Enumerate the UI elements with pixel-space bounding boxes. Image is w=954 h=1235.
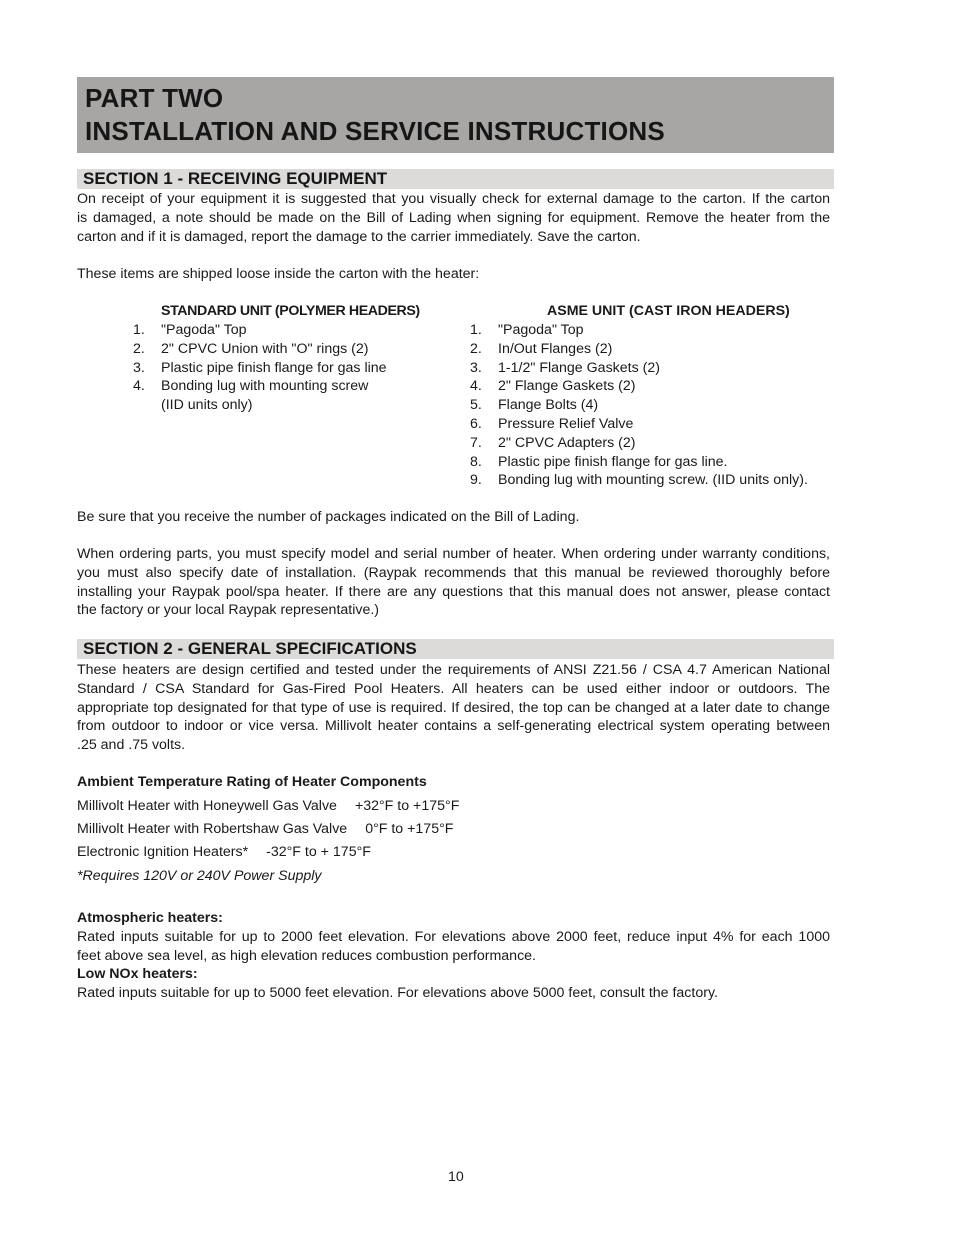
- text-line: you must also specify date of installation. (Raypak recommends that this manual be reviewed thoroughly before: [77, 564, 830, 581]
- text-line: is damaged, a note should be made on the Bill of Lading when signing for equipment. Remove the heater from the: [77, 209, 830, 226]
- ordering-paragraph: [77, 545, 830, 620]
- part-banner: [77, 77, 834, 153]
- rating-value: 0°F to +175°F: [365, 821, 454, 837]
- page-number: 10: [448, 1169, 464, 1185]
- shipped-loose-text: These items are shipped loose inside the carton with the heater:: [77, 266, 480, 282]
- standard-unit-heading: STANDARD UNIT (POLYMER HEADERS): [161, 303, 420, 319]
- text-line: .25 and .75 volts.: [77, 737, 186, 754]
- rating-row: [77, 797, 459, 816]
- section-2-intro: [77, 661, 830, 755]
- text-line: appropriate top designated for that type of use is required. If desired, the top can be changed at a later date to change: [77, 699, 830, 716]
- lownox-heading: Low NOx heaters:: [77, 966, 198, 982]
- part-subtitle: INSTALLATION AND SERVICE INSTRUCTIONS: [85, 116, 665, 146]
- packages-note: Be sure that you receive the number of packages indicated on the Bill of Lading.: [77, 509, 580, 525]
- text-line: from outdoor to indoor or vice versa. Millivolt heater contains a self-generating electrical system operating between: [77, 718, 830, 735]
- section-1-title: SECTION 1 - RECEIVING EQUIPMENT: [83, 169, 388, 188]
- lownox-text: Rated inputs suitable for up to 5000 feet elevation. For elevations above 5000 feet, consult the factory.: [77, 985, 718, 1001]
- text-line: Rated inputs suitable for up to 2000 feet elevation. For elevations above 2000 feet, reduce input 4% for each 1000: [77, 929, 830, 945]
- text-line: installing your Raypak pool/spa heater. If there are any questions that this manual does not answer, please contact: [77, 583, 830, 600]
- atmospheric-heading: Atmospheric heaters:: [77, 910, 223, 926]
- text-line: These heaters are design certified and tested under the requirements of ANSI Z21.56 / CSA 4.7 American National: [77, 662, 830, 678]
- text-line: When ordering parts, you must specify model and serial number of heater. When ordering under warranty conditions,: [77, 546, 830, 562]
- rating-label: Electronic Ignition Heaters*: [77, 844, 249, 860]
- power-supply-note: *Requires 120V or 240V Power Supply: [77, 868, 322, 884]
- asme-unit-heading: ASME UNIT (CAST IRON HEADERS): [547, 303, 790, 319]
- rating-value: +32°F to +175°F: [354, 798, 460, 814]
- ambient-heading: Ambient Temperature Rating of Heater Components: [77, 774, 427, 790]
- section-2-header: [77, 639, 834, 659]
- rating-label: Millivolt Heater with Honeywell Gas Valve: [77, 798, 337, 814]
- section-1-intro: [77, 190, 830, 246]
- rating-label: Millivolt Heater with Robertshaw Gas Valve: [77, 821, 348, 837]
- text-line: feet above sea level, as high elevation reduces combustion performance.: [77, 947, 537, 964]
- rating-value: -32°F to + 175°F: [266, 844, 371, 860]
- rating-row: [77, 843, 371, 862]
- rating-row: [77, 820, 453, 839]
- text-line: the factory or your local Raypak representative.): [77, 602, 380, 619]
- text-line: On receipt of your equipment it is suggested that you visually check for external damage to the carton. If the carton: [77, 191, 830, 207]
- text-line: carton and if it is damaged, report the damage to the carrier immediately. Save the carton.: [77, 228, 641, 245]
- part-title: PART TWO: [85, 83, 224, 113]
- section-1-header: [77, 169, 834, 189]
- section-2-title: SECTION 2 - GENERAL SPECIFICATIONS: [83, 639, 417, 658]
- atmospheric-text: [77, 928, 830, 966]
- text-line: Standard / CSA Standard for Gas-Fired Pool Heaters. All heaters can be used either indoor or outdoors. The: [77, 680, 830, 697]
